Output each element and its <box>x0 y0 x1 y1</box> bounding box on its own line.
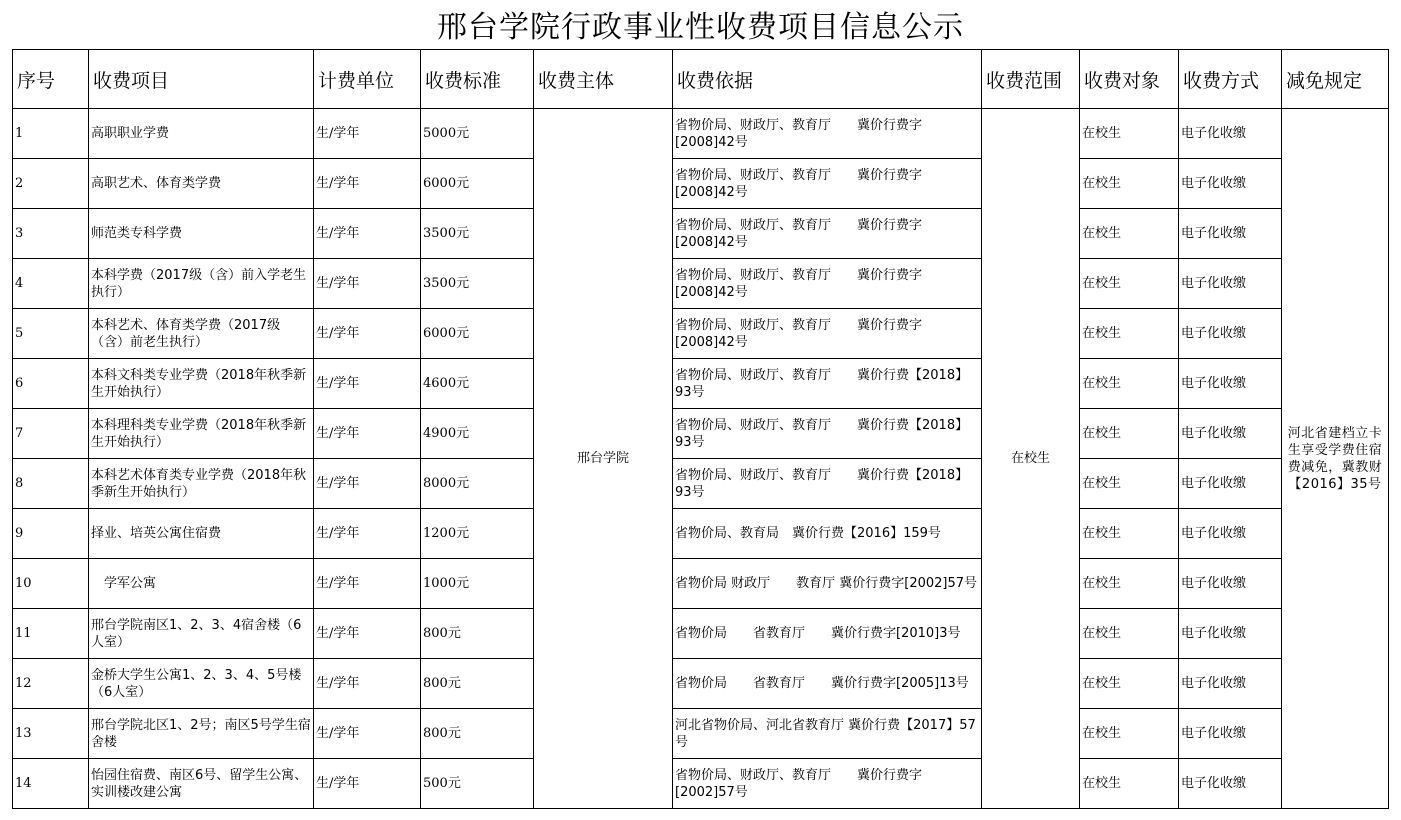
table-row <box>13 509 1389 559</box>
row-method: 电子化收缴 <box>1179 309 1282 359</box>
row-unit: 生/学年 <box>314 709 421 759</box>
row-method: 电子化收缴 <box>1179 209 1282 259</box>
row-standard: 4600元 <box>421 359 534 409</box>
row-basis: 省物价局、教育局 冀价行费【2016】159号 <box>673 509 982 559</box>
row-basis: 省物价局 省教育厅 冀价行费字[2005]13号 <box>673 659 982 709</box>
row-standard: 6000元 <box>421 159 534 209</box>
row-item: 金桥大学生公寓1、2、3、4、5号楼（6人室） <box>89 659 314 709</box>
row-method: 电子化收缴 <box>1179 459 1282 509</box>
table-row <box>13 659 1389 709</box>
row-target: 在校生 <box>1080 309 1179 359</box>
scope-cell: 在校生 <box>982 109 1080 809</box>
header-method: 收费方式 <box>1179 50 1282 109</box>
header-index: 序号 <box>13 50 89 109</box>
row-method: 电子化收缴 <box>1179 509 1282 559</box>
row-target: 在校生 <box>1080 759 1179 809</box>
row-standard: 500元 <box>421 759 534 809</box>
row-index: 2 <box>13 159 89 209</box>
row-unit: 生/学年 <box>314 459 421 509</box>
table-row <box>13 709 1389 759</box>
row-standard: 8000元 <box>421 459 534 509</box>
row-basis: 省物价局、财政厅、教育厅 冀价行费字[2008]42号 <box>673 259 982 309</box>
row-basis: 河北省物价局、河北省教育厅 冀价行费【2017】57号 <box>673 709 982 759</box>
table-row <box>13 109 1389 159</box>
header-scope: 收费范围 <box>982 50 1080 109</box>
table-row <box>13 759 1389 809</box>
row-index: 8 <box>13 459 89 509</box>
row-unit: 生/学年 <box>314 109 421 159</box>
row-item: 本科理科类专业学费（2018年秋季新生开始执行） <box>89 409 314 459</box>
header-standard: 收费标准 <box>421 50 534 109</box>
row-method: 电子化收缴 <box>1179 709 1282 759</box>
row-basis: 省物价局、财政厅、教育厅 冀价行费字[2008]42号 <box>673 309 982 359</box>
row-method: 电子化收缴 <box>1179 259 1282 309</box>
table-row <box>13 309 1389 359</box>
row-standard: 800元 <box>421 659 534 709</box>
row-method: 电子化收缴 <box>1179 559 1282 609</box>
row-item: 择业、培英公寓住宿费 <box>89 509 314 559</box>
subject-cell: 邢台学院 <box>534 109 673 809</box>
row-target: 在校生 <box>1080 609 1179 659</box>
page-title: 邢台学院行政事业性收费项目信息公示 <box>437 10 964 45</box>
row-index: 12 <box>13 659 89 709</box>
row-item: 高职艺术、体育类学费 <box>89 159 314 209</box>
table-row <box>13 459 1389 509</box>
row-standard: 800元 <box>421 709 534 759</box>
row-target: 在校生 <box>1080 559 1179 609</box>
table-row <box>13 359 1389 409</box>
header-basis: 收费依据 <box>673 50 982 109</box>
row-method: 电子化收缴 <box>1179 409 1282 459</box>
row-target: 在校生 <box>1080 709 1179 759</box>
row-item: 怡园住宿费、南区6号、留学生公寓、实训楼改建公寓 <box>89 759 314 809</box>
row-standard: 3500元 <box>421 209 534 259</box>
row-unit: 生/学年 <box>314 559 421 609</box>
row-target: 在校生 <box>1080 109 1179 159</box>
row-index: 11 <box>13 609 89 659</box>
row-basis: 省物价局、财政厅、教育厅 冀价行费字[2002]57号 <box>673 759 982 809</box>
row-index: 9 <box>13 509 89 559</box>
row-item: 邢台学院北区1、2号；南区5号学生宿舍楼 <box>89 709 314 759</box>
row-standard: 1200元 <box>421 509 534 559</box>
row-unit: 生/学年 <box>314 509 421 559</box>
row-unit: 生/学年 <box>314 759 421 809</box>
header-relief: 减免规定 <box>1282 50 1389 109</box>
row-method: 电子化收缴 <box>1179 609 1282 659</box>
row-unit: 生/学年 <box>314 409 421 459</box>
row-index: 13 <box>13 709 89 759</box>
row-target: 在校生 <box>1080 259 1179 309</box>
row-index: 3 <box>13 209 89 259</box>
row-basis: 省物价局、财政厅、教育厅 冀价行费字[2008]42号 <box>673 159 982 209</box>
row-index: 5 <box>13 309 89 359</box>
row-target: 在校生 <box>1080 409 1179 459</box>
row-basis: 省物价局 财政厅 教育厅 冀价行费字[2002]57号 <box>673 559 982 609</box>
row-target: 在校生 <box>1080 159 1179 209</box>
table-row <box>13 259 1389 309</box>
row-unit: 生/学年 <box>314 209 421 259</box>
table-row <box>13 159 1389 209</box>
row-unit: 生/学年 <box>314 309 421 359</box>
header-row <box>13 50 1389 109</box>
row-index: 7 <box>13 409 89 459</box>
table-row <box>13 609 1389 659</box>
row-target: 在校生 <box>1080 359 1179 409</box>
row-item: 师范类专科学费 <box>89 209 314 259</box>
row-target: 在校生 <box>1080 659 1179 709</box>
row-target: 在校生 <box>1080 459 1179 509</box>
header-unit: 计费单位 <box>314 50 421 109</box>
row-item: 本科学费（2017级（含）前入学老生执行） <box>89 259 314 309</box>
row-basis: 省物价局、财政厅、教育厅 冀价行费【2018】93号 <box>673 359 982 409</box>
row-unit: 生/学年 <box>314 159 421 209</box>
row-standard: 4900元 <box>421 409 534 459</box>
row-target: 在校生 <box>1080 509 1179 559</box>
header-subject: 收费主体 <box>534 50 673 109</box>
fee-table <box>12 49 1389 809</box>
row-target: 在校生 <box>1080 209 1179 259</box>
relief-cell: 河北省建档立卡生享受学费住宿费减免，冀教财【2016】35号 <box>1282 109 1389 809</box>
header-target: 收费对象 <box>1080 50 1179 109</box>
row-standard: 1000元 <box>421 559 534 609</box>
row-item: 高职职业学费 <box>89 109 314 159</box>
row-method: 电子化收缴 <box>1179 109 1282 159</box>
row-unit: 生/学年 <box>314 259 421 309</box>
row-unit: 生/学年 <box>314 359 421 409</box>
row-index: 6 <box>13 359 89 409</box>
header-item: 收费项目 <box>89 50 314 109</box>
row-item: 本科艺术体育类专业学费（2018年秋季新生开始执行） <box>89 459 314 509</box>
row-basis: 省物价局、财政厅、教育厅 冀价行费字[2008]42号 <box>673 109 982 159</box>
row-item: 本科文科类专业学费（2018年秋季新生开始执行） <box>89 359 314 409</box>
row-basis: 省物价局、财政厅、教育厅 冀价行费【2018】93号 <box>673 459 982 509</box>
table-row <box>13 409 1389 459</box>
row-item: 邢台学院南区1、2、3、4宿舍楼（6人室） <box>89 609 314 659</box>
row-unit: 生/学年 <box>314 609 421 659</box>
row-method: 电子化收缴 <box>1179 659 1282 709</box>
row-index: 14 <box>13 759 89 809</box>
row-item: 本科艺术、体育类学费（2017级（含）前老生执行） <box>89 309 314 359</box>
table-row <box>13 209 1389 259</box>
row-standard: 3500元 <box>421 259 534 309</box>
row-method: 电子化收缴 <box>1179 359 1282 409</box>
row-standard: 800元 <box>421 609 534 659</box>
row-basis: 省物价局、财政厅、教育厅 冀价行费【2018】93号 <box>673 409 982 459</box>
row-unit: 生/学年 <box>314 659 421 709</box>
row-index: 4 <box>13 259 89 309</box>
table-row <box>13 559 1389 609</box>
row-standard: 6000元 <box>421 309 534 359</box>
row-method: 电子化收缴 <box>1179 159 1282 209</box>
row-item: 学军公寓 <box>89 559 314 609</box>
row-method: 电子化收缴 <box>1179 759 1282 809</box>
row-index: 10 <box>13 559 89 609</box>
row-basis: 省物价局 省教育厅 冀价行费字[2010]3号 <box>673 609 982 659</box>
row-basis: 省物价局、财政厅、教育厅 冀价行费字[2008]42号 <box>673 209 982 259</box>
row-index: 1 <box>13 109 89 159</box>
row-standard: 5000元 <box>421 109 534 159</box>
